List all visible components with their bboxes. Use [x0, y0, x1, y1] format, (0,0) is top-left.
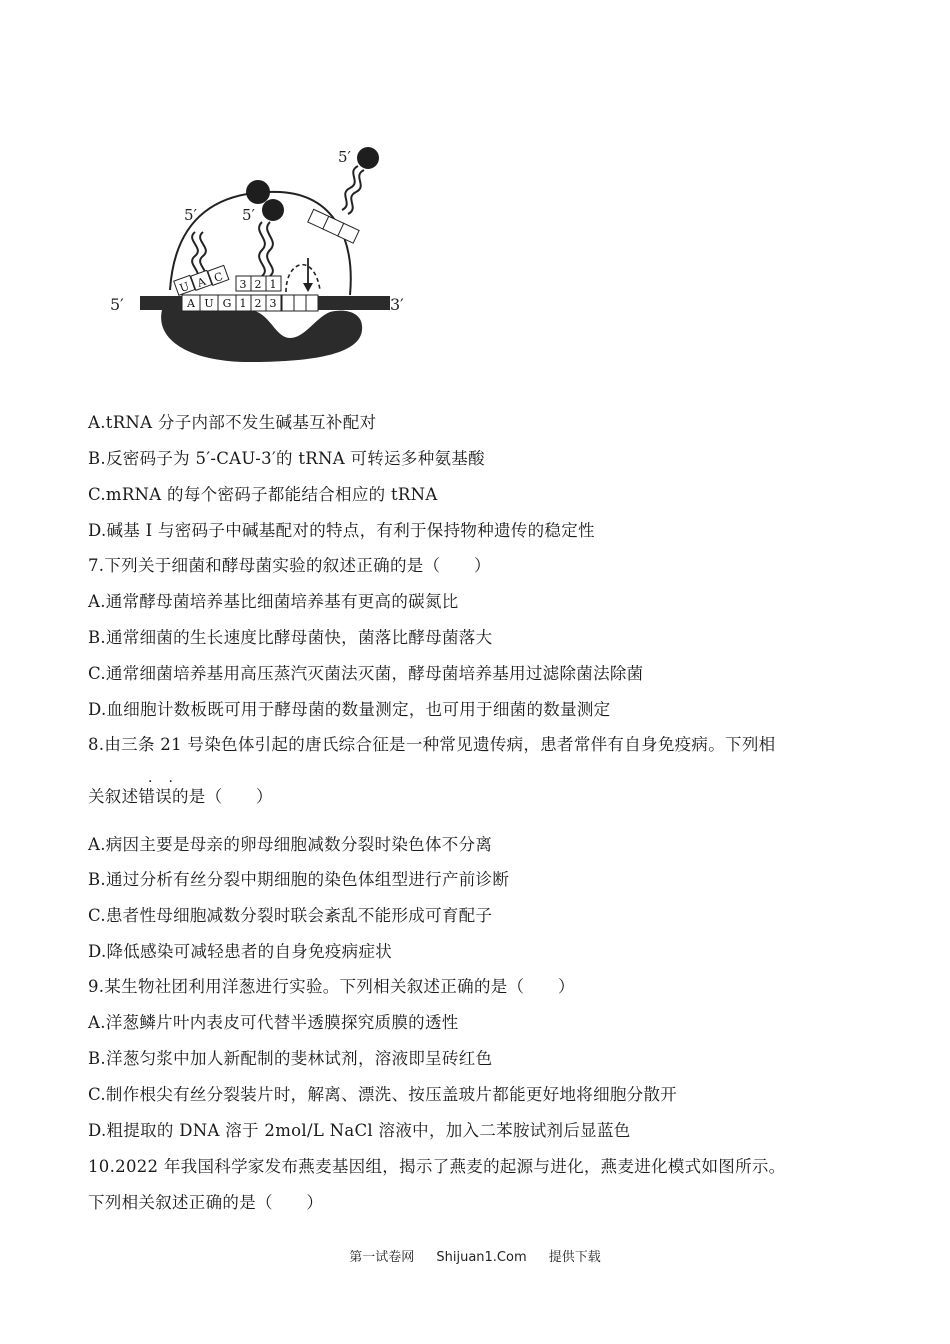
option-9b: B.洋葱匀浆中加人新配制的斐林试剂，溶液即呈砖红色 — [88, 1049, 493, 1068]
mrna-5prime-label: 5′ — [110, 295, 124, 314]
trna-mid-5prime: 5′ — [242, 206, 255, 224]
entry-arrow — [286, 265, 320, 292]
option-8d: D.降低感染可减轻患者的自身免疫病症状 — [88, 942, 393, 961]
codon-boxes — [182, 295, 318, 311]
question-7: 7.下列关于细菌和酵母菌实验的叙述正确的是（ ） — [88, 556, 491, 575]
emphasis-dots: .. — [148, 770, 189, 786]
mrna-base-5: 2 — [254, 297, 262, 310]
option-9d: D.粗提取的 DNA 溶于 2mol/L NaCl 溶液中，加入二苯胺试剂后显蓝色 — [88, 1121, 631, 1140]
mrna-base-2: U — [204, 297, 214, 310]
question-8-line2: 关叙述错误的是（ ） — [88, 787, 273, 806]
mrna-base-3: G — [222, 297, 232, 310]
option-6d: D.碱基 I 与密码子中碱基配对的特点，有利于保持物种遗传的稳定性 — [88, 521, 595, 540]
anticodon-mid-3: 1 — [269, 278, 277, 291]
footer-site-en: Shijuan1.Com — [436, 1250, 527, 1265]
page-footer — [0, 1246, 950, 1265]
option-7c: C.通常细菌培养基用高压蒸汽灭菌法灭菌，酵母菌培养基用过滤除菌法除菌 — [88, 664, 644, 683]
footer-site-cn: 第一试卷网 — [349, 1250, 415, 1265]
trna-right — [308, 147, 379, 243]
ribosome-small-subunit — [161, 310, 362, 362]
footer-note: 提供下载 — [548, 1250, 601, 1265]
option-6a: A.tRNA 分子内部不发生碱基互补配对 — [88, 413, 377, 432]
anticodon-left-2: A — [195, 274, 208, 290]
mrna-base-1: A — [187, 297, 195, 310]
option-9a: A.洋葱鳞片叶内表皮可代替半透膜探究质膜的透性 — [88, 1013, 459, 1032]
anticodon-left-1: U — [177, 279, 192, 296]
trna-middle — [236, 180, 284, 291]
mrna-base-4: 1 — [239, 297, 247, 310]
translation-diagram — [100, 140, 420, 370]
option-7b: B.通常细菌的生长速度比酵母菌快，菌落比酵母菌落大 — [88, 628, 493, 647]
option-7a: A.通常酵母菌培养基比细菌培养基有更高的碳氮比 — [88, 592, 459, 611]
anticodon-mid-2: 2 — [254, 278, 262, 291]
anticodon-left-3: C — [212, 269, 225, 285]
option-9c: C.制作根尖有丝分裂装片时，解离、漂洗、按压盖玻片都能更好地将细胞分散开 — [88, 1085, 678, 1104]
option-7d: D.血细胞计数板既可用于酵母菌的数量测定，也可用于细菌的数量测定 — [88, 700, 611, 719]
question-9: 9.某生物社团利用洋葱进行实验。下列相关叙述正确的是（ ） — [88, 977, 575, 996]
question-8-line1: 8.由三条 21 号染色体引起的唐氏综合征是一种常见遗传病，患者常伴有自身免疫病。下列相 — [88, 735, 776, 754]
option-6c: C.mRNA 的每个密码子都能结合相应的 tRNA — [88, 485, 438, 504]
option-8a: A.病因主要是母亲的卵母细胞减数分裂时染色体不分离 — [88, 835, 493, 854]
option-8c: C.患者性母细胞减数分裂时联会紊乱不能形成可育配子 — [88, 906, 493, 925]
mrna-base-6: 3 — [269, 297, 277, 310]
question-10-line2: 下列相关叙述正确的是（ ） — [88, 1193, 324, 1212]
trna-left-5prime: 5′ — [184, 206, 197, 224]
trna-left — [174, 206, 229, 295]
trna-top-5prime: 5′ — [338, 148, 351, 166]
question-10-line1: 10.2022 年我国科学家发布燕麦基因组，揭示了燕麦的起源与进化，燕麦进化模式如图所示。 — [88, 1157, 786, 1176]
mrna-3prime-label: 3′ — [390, 295, 404, 314]
option-8b: B.通过分析有丝分裂中期细胞的染色体组型进行产前诊断 — [88, 870, 510, 889]
anticodon-mid-1: 3 — [239, 278, 247, 291]
option-6b: B.反密码子为 5′-CAU-3′的 tRNA 可转运多种氨基酸 — [88, 449, 485, 468]
